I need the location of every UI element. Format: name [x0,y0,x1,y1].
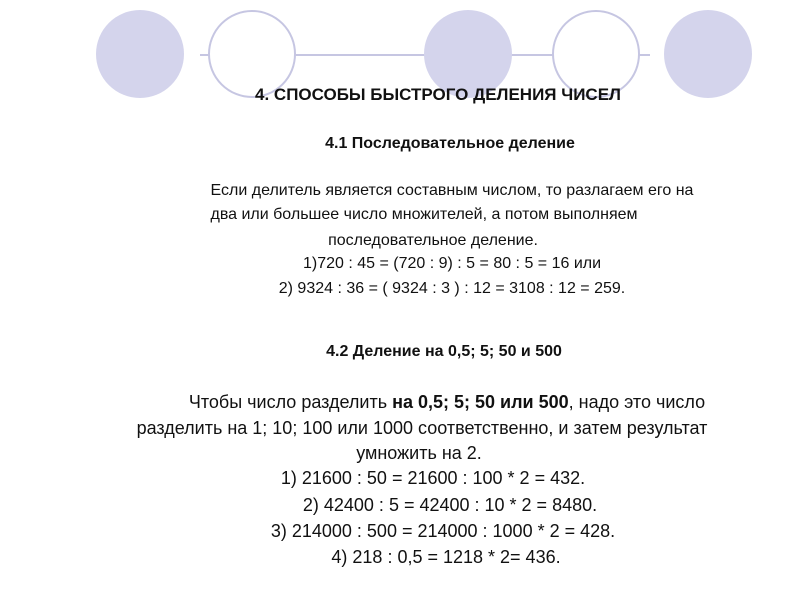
section-2-line: разделить на 1; 10; 100 или 1000 соответственно, и затем результат [136,418,708,438]
section-1-line: последовательное деление. [328,232,538,249]
section-2-intro-bold: на 0,5; 5; 50 или 500 [392,392,569,412]
section-2-line: умножить на 2. [356,443,482,463]
section-2-example-2: 2) 42400 : 5 = 42400 : 10 * 2 = 8480. [302,495,598,515]
section-2-example-4: 4) 218 : 0,5 = 1218 * 2= 436. [331,547,561,567]
section-1-line: Если делитель является составным числом, то разлагаем его на [210,182,694,199]
section-2-intro-end: , надо это число [568,392,706,412]
section-1-example-1: 1)720 : 45 = (720 : 9) : 5 = 80 : 5 = 16 или [302,255,602,272]
section-1-line: два или большее число множителей, а потом выполняем [210,206,638,223]
section-2-example-1: 1) 21600 : 50 = 21600 : 100 * 2 = 432. [280,468,586,488]
section-2-intro-start: Чтобы число разделить [188,392,393,412]
section-1-heading: 4.1 Последовательное деление [325,135,575,152]
section-2-intro [47,390,800,414]
section-2-example-3: 3) 214000 : 500 = 214000 : 1000 * 2 = 428. [270,521,616,541]
page-title: 4. СПОСОБЫ БЫСТРОГО ДЕЛЕНИЯ ЧИСЕЛ [255,85,621,104]
section-1-example-2: 2) 9324 : 36 = ( 9324 : 3 ) : 12 = 3108 : 12 = 259. [278,280,626,297]
section-2-heading: 4.2 Деление на 0,5; 5; 50 и 500 [326,343,562,360]
